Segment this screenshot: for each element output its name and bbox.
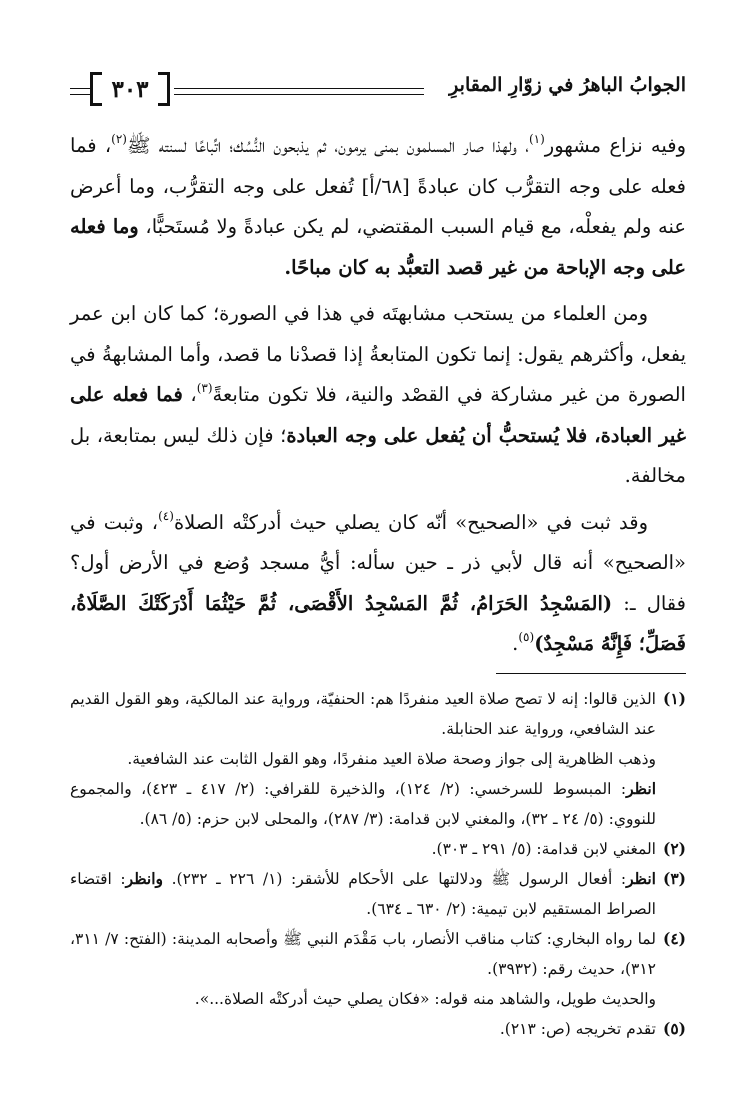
text-run: . [512,632,519,655]
footnote-text [70,864,656,924]
main-text [70,126,686,665]
text-run: ، وثبت في «الصحيح» أنه قال لأبي ذر ـ حين سأله: أيُّ مسجد وُضع في الأرض أول؟ فقال ـ: [70,510,686,615]
paragraph-2 [70,294,686,497]
footnote [70,864,686,924]
footnote-ref: (٣) [196,381,213,395]
text-run: وفيه نزاع مشهور [544,134,686,157]
footnote-number: (٤) [662,929,686,948]
footnote-line [70,984,656,1014]
footnote [70,834,686,864]
text-run: تقدم تخريجه (ص: ٢١٣). [499,1020,656,1038]
page-header [70,62,686,112]
header-rule-left [70,88,90,95]
footnote [70,1014,686,1044]
footnote-text [70,834,656,864]
footnote-ref: (٢) [111,132,127,146]
header-rule [174,88,424,95]
text-run: : أفعال الرسول ﷺ ودلالتها على الأحكام للأشقر: (١/ ٢٢٦ ـ ٢٣٢). [163,870,627,888]
paragraph-3 [70,503,686,665]
bold-run: (المَسْجِدُ الحَرَامُ، ثُمَّ المَسْجِدُ الأَقْصَى، ثُمَّ حَيْثُمَا أَدْرَكَتْكَ الصَّلَاةُ، فَصَلِّ؛ فَإِنَّهُ مَسْجِدٌ) [70,591,686,655]
footnote-number: (٥) [662,1019,686,1038]
footnote-line [70,864,656,924]
text-run: : المبسوط للسرخسي: (٢/ ١٢٤)، والذخيرة للقرافي: (٢/ ٤١٧ ـ ٤٢٣)، والمجموع للنووي: (٥/ ٢٤ ـ ٣٢)، والمغني لابن قدامة: (٣/ ٢٨٧)، والمحلى لابن حزم: (٥/ ٨٦). [70,780,656,828]
footnote-text [70,684,656,834]
footnotes [70,684,686,1044]
bold-run: انظر [626,869,656,888]
footnote-number: (٢) [662,839,686,858]
footnote-ref: (٤) [158,508,174,523]
text-run: ، [182,383,197,406]
text-run: وقد ثبت في «الصحيح» أنّه كان يصلي حيث أدركتْه الصلاة [173,510,648,534]
footnote-line [70,774,656,834]
footnote-line [70,744,656,774]
footnote-line [70,924,656,984]
text-run: ومن العلماء من يستحب مشابهتَه في هذا في الصورة؛ كما كان ابن عمر يفعل، وأكثرهم يقول: إنما تكون المتابعةُ إذا قصدْنا ما قصد، وأما المشابهةُ في الصورة من غير مشاركة في القصْد والنية، فلا تكون متابعةً [70,302,686,406]
footnote-line [70,684,656,744]
footnote-text [70,924,656,1014]
text-run: المغني لابن قدامة: (٥/ ٢٩١ ـ ٣٠٣). [431,840,656,858]
footnote-line [70,1014,656,1044]
footnote-line [70,834,656,864]
text-run: : اقتضاء الصراط المستقيم لابن تيمية: (٢/ ٦٣٠ ـ ٦٣٤). [70,870,656,918]
footnote-text [70,1014,656,1044]
text-run: ؛ فإن ذلك ليس بمتابعة، بل مخالفة. [70,423,686,487]
text-run: والحديث طويل، والشاهد منه قوله: «فكان يصلي حيث أدركتْه الصلاة...». [194,990,656,1008]
bold-run: وما فعله على وجه الإباحة من غير قصد التعبُّد به كان مباحًا. [70,215,686,279]
bold-run: انظر [626,779,656,798]
footnote-separator [496,673,686,674]
footnote-ref: (١) [528,132,545,146]
footnote [70,924,686,1014]
book-title: الجوابُ الباهرُ في زوّارِ المقابرِ [449,74,686,96]
footnote-number: (١) [662,689,686,708]
bold-run: فما فعله على غير العبادة، فلا يُستحبُّ أن يُفعل على وجه العبادة [70,383,686,447]
footnote-ref: (٥) [518,630,535,644]
text-run: ، ولهذا صار المسلمون بمنى يرمون، ثم يذبحون النُّسُك؛ اتِّباعًا لسنته ﷺ [126,134,529,157]
bold-run: وانظر [125,869,164,888]
footnote [70,684,686,834]
text-run: لما رواه البخاري: كتاب مناقب الأنصار، باب مَقْدَم النبي ﷺ وأصحابه المدينة: (الفتح: ٧/ ٣١١، ٣١٢)، حديث رقم: (٣٩٣٢). [70,930,656,978]
page-number: ٣٠٣ [90,70,170,108]
paragraph-1 [70,126,686,288]
footnote-number: (٣) [662,869,686,888]
text-run: وذهب الظاهرية إلى جواز وصحة صلاة العيد منفردًا، وهو القول الثابت عند الشافعية. [127,750,656,768]
text-run: الذين قالوا: إنه لا تصح صلاة العيد منفردًا هم: الحنفيّة، ورواية عند المالكية، وهو القول القديم عند الشافعي، ورواية عند الحنابلة. [70,690,656,738]
text-run: ، فما فعله على وجه التقرُّب كان عبادةً [٦٨/أ] تُفعل على وجه التقرُّب، وما أعرض عنه ولم يفعلْه، مع قيام السبب المقتضي، لم يكن عبادةً ولا مُستَحبًّا، [70,134,686,238]
